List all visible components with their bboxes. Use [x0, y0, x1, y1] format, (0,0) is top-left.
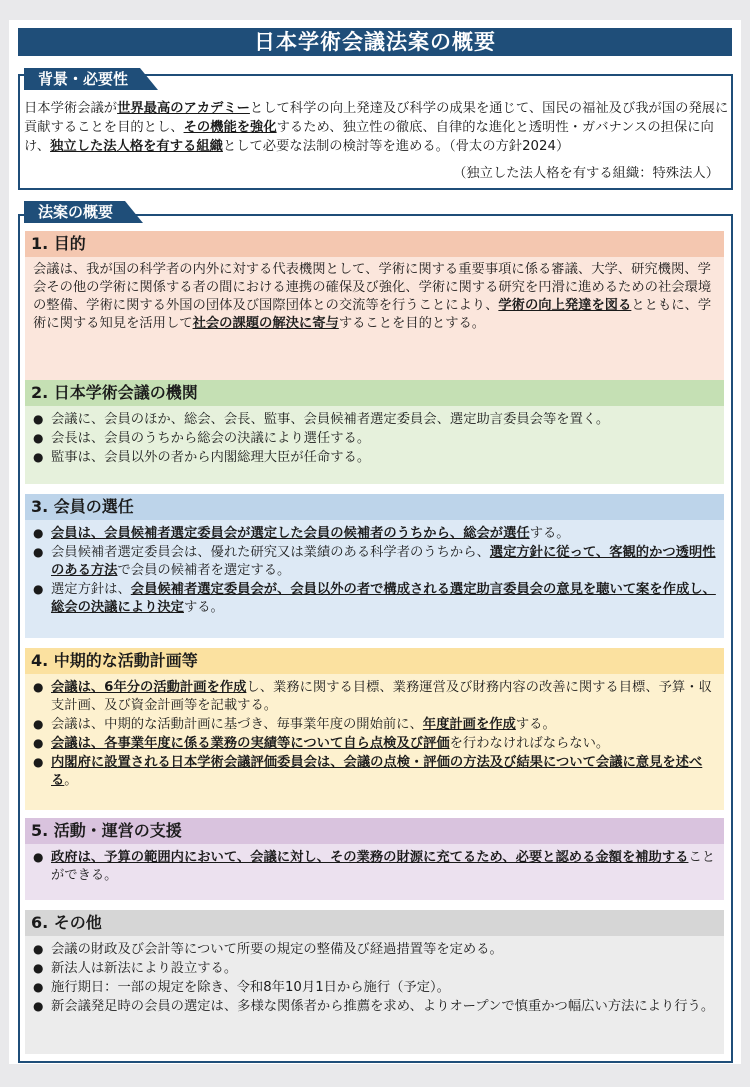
emphasis-text: 学術の向上発達を図る [498, 298, 632, 313]
text-run: する。 [529, 526, 570, 541]
text-run: 選定方針は、 [51, 582, 131, 597]
emphasis-text: 会員候補者選定委員会が、会員以外の者で構成される選定助言委員会の意見を聴いて案を作成し、総会の決議により決定 [51, 582, 716, 615]
text-run: 新会議発足時の会員の選定は、多様な関係者から推薦を求め、よりオープンで慎重かつ幅広い方法により行う。 [51, 999, 715, 1014]
bullet-item [33, 978, 718, 997]
emphasis-text: その機能を強化 [183, 120, 277, 135]
document-page [9, 20, 741, 1064]
text-run: 施行期日：一部の規定を除き、令和8年10月1日から施行（予定）。 [51, 980, 450, 995]
bullet-item [33, 543, 718, 580]
section-body [25, 520, 724, 638]
background-note: （独立した法人格を有する組織：特殊法人） [453, 166, 719, 181]
background-text [24, 99, 729, 156]
section-other [25, 910, 724, 1054]
bullet-item [33, 848, 718, 885]
emphasis-text: 選定方針に従って、客観的かつ透明性のある方法 [51, 545, 716, 578]
bullet-item [33, 448, 718, 467]
section-body [25, 674, 724, 810]
section-member-selection [25, 494, 724, 638]
emphasis-text: 会員は、会員候補者選定委員会が選定した会員の候補者のうちから、総会が選任 [51, 526, 530, 541]
section-heading: 5. 活動・運営の支援 [25, 818, 724, 844]
section-heading: 1. 目的 [25, 231, 724, 257]
text-run: ことができる。 [51, 850, 716, 883]
text-run: 新法人は新法により設立する。 [51, 961, 238, 976]
bullet-item [33, 753, 718, 790]
overview-tab: 法案の概要 [24, 201, 125, 223]
bullet-item [33, 524, 718, 543]
page-title: 日本学術会議法案の概要 [18, 28, 732, 56]
bullet-item [33, 678, 718, 715]
bullet-item [33, 410, 718, 429]
text-run: を行わなければならない。 [449, 736, 610, 751]
text-run: 会議は、中期的な活動計画に基づき、毎事業年度の開始前に、 [51, 717, 423, 732]
text-run: 会議の財政及び会計等について所要の規定の整備及び経過措置等を定める。 [51, 942, 503, 957]
section-heading: 4. 中期的な活動計画等 [25, 648, 724, 674]
text-run: として科学の向上発達及び科学の成果を通じて、国民の福祉及び我が国の発展に貢献することを目的とし、 [24, 101, 729, 135]
text-run: 。 [64, 773, 78, 788]
text-run: する。 [515, 717, 556, 732]
bullet-item [33, 997, 718, 1016]
emphasis-text: 政府は、予算の範囲内において、会議に対し、その業務の財源に充てるため、必要と認める金額を補助する [51, 850, 689, 865]
section-heading: 2. 日本学術会議の機関 [25, 380, 724, 406]
text-run: 会員候補者選定委員会は、優れた研究又は業績のある科学者のうちから、 [51, 545, 490, 560]
bullet-item [33, 734, 718, 753]
text-run: するため、独立性の徹底、自律的な進化と透明性・ガバナンスの担保に向け、 [24, 120, 714, 154]
text-run: する。 [183, 600, 224, 615]
section-purpose [25, 231, 724, 381]
text-run: 日本学術会議が [24, 101, 118, 116]
bullet-item [33, 580, 718, 617]
bullet-item [33, 715, 718, 734]
bullet-item [33, 429, 718, 448]
section-support [25, 818, 724, 900]
section-organs [25, 380, 724, 484]
emphasis-text: 会議は、6年分の活動計画を作成 [51, 680, 247, 695]
section-body [25, 257, 724, 381]
text-run: 会長は、会員のうちから総会の決議により選任する。 [51, 431, 371, 446]
emphasis-text: 内閣府に設置される日本学術会議評価委員会は、会議の点検・評価の方法及び結果について会議に意見を述べる [51, 755, 703, 788]
emphasis-text: 世界最高のアカデミー [117, 101, 250, 116]
text-run: することを目的とする。 [338, 316, 486, 331]
text-run: 会議は、我が国の科学者の内外に対する代表機関として、学術に関する重要事項に係る審議、大学、研究機関、学会その他の学術に関係する者の間における連携の確保及び強化、学術に関する研究を円滑に進めるための社会環境の整備、学術に関する外国の団体及び国際団体との交流等を行うことにより、 [33, 262, 712, 313]
section-heading: 3. 会員の選任 [25, 494, 724, 520]
text-run: で会員の候補者を選定する。 [117, 563, 291, 578]
emphasis-text: 社会の課題の解決に寄与 [192, 316, 339, 331]
bullet-item [33, 940, 718, 959]
emphasis-text: 会議は、各事業年度に係る業務の実績等について自ら点検及び評価 [51, 736, 450, 751]
text-run: として必要な法制の検討等を進める。（骨太の方針2024） [222, 139, 570, 154]
emphasis-text: 独立した法人格を有する組織 [50, 139, 223, 154]
text-run: 監事は、会員以外の者から内閣総理大臣が任命する。 [51, 450, 371, 465]
bullet-item [33, 959, 718, 978]
section-body [25, 844, 724, 900]
section-body [25, 936, 724, 1054]
text-run: とともに、学術に関する知見を活用して [33, 298, 712, 331]
text-run: 会議に、会員のほか、総会、会長、監事、会員候補者選定委員会、選定助言委員会等を置く。 [51, 412, 610, 427]
background-tab: 背景・必要性 [24, 68, 140, 90]
section-heading: 6. その他 [25, 910, 724, 936]
text-run: し、業務に関する目標、業務運営及び財務内容の改善に関する目標、予算・収支計画、及び資金計画等を記載する。 [51, 680, 712, 713]
paragraph [33, 261, 718, 333]
section-body [25, 406, 724, 484]
section-activity-plan [25, 648, 724, 810]
emphasis-text: 年度計画を作成 [422, 717, 516, 732]
